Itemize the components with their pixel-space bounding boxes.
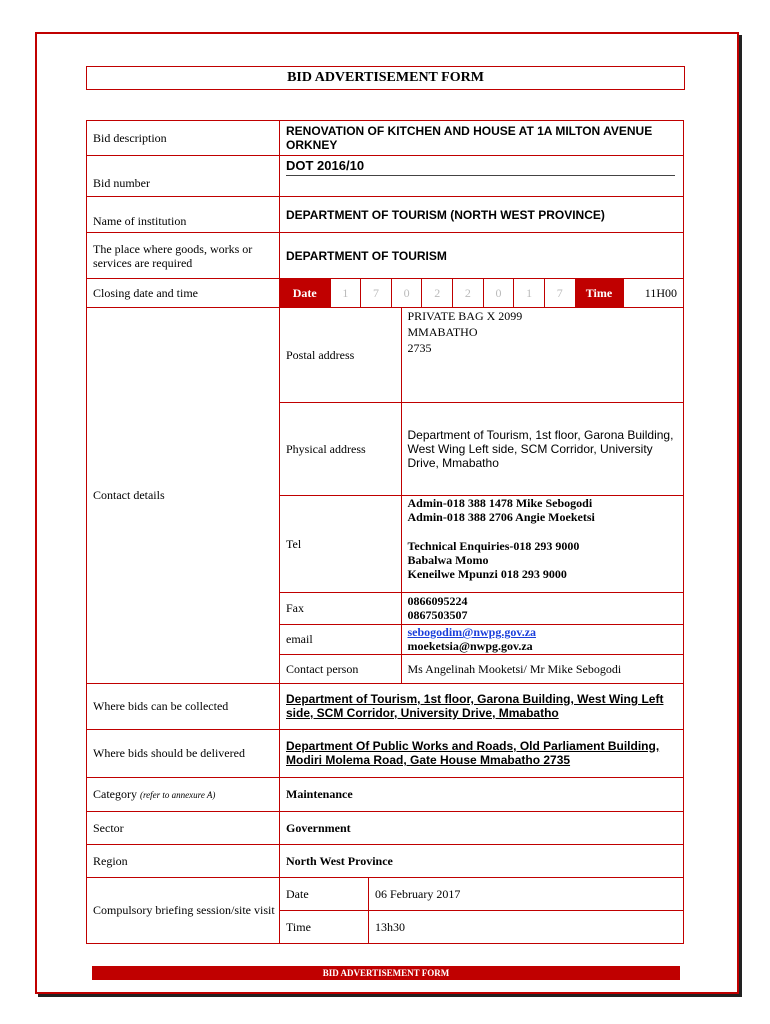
region-value: North West Province bbox=[280, 844, 684, 877]
postal-line: PRIVATE BAG X 2099 bbox=[407, 309, 523, 323]
institution-value: DEPARTMENT OF TOURISM (NORTH WEST PROVINCE) bbox=[280, 197, 684, 233]
row-category bbox=[87, 777, 684, 811]
contact-details-label: Contact details bbox=[87, 308, 280, 684]
date-digit: 0 bbox=[483, 279, 514, 307]
tel-line: Technical Enquiries-018 293 9000 bbox=[407, 538, 580, 553]
closing-time-label: Time bbox=[575, 279, 623, 307]
bid-number-label: Bid number bbox=[87, 156, 280, 197]
postal-line: 2735 bbox=[407, 341, 432, 355]
row-briefing bbox=[87, 877, 684, 943]
fax-line: 0866095224 bbox=[407, 594, 468, 608]
email-2: moeketsia@nwpg.gov.za bbox=[407, 639, 533, 653]
row-closing bbox=[87, 279, 684, 308]
tel-line: Keneilwe Mpunzi 018 293 9000 bbox=[407, 566, 567, 581]
date-digit: 7 bbox=[361, 279, 392, 307]
place-label: The place where goods, works or services are required bbox=[87, 233, 280, 279]
contact-subtable bbox=[280, 308, 683, 683]
sector-label: Sector bbox=[87, 811, 280, 844]
closing-time-value: 11H00 bbox=[644, 286, 677, 300]
postal-label: Postal address bbox=[280, 308, 401, 402]
tel-label: Tel bbox=[280, 495, 401, 592]
briefing-subtable bbox=[280, 878, 683, 943]
row-bid-number bbox=[87, 156, 684, 197]
category-label: Category bbox=[93, 786, 137, 801]
row-collect bbox=[87, 683, 684, 729]
briefing-date-label: Date bbox=[280, 878, 369, 911]
bid-number-value: DOT 2016/10 bbox=[286, 159, 675, 176]
row-institution bbox=[87, 197, 684, 233]
category-note: (refer to annexure A) bbox=[140, 789, 216, 800]
tel-line: Admin-018 388 1478 Mike Sebogodi bbox=[407, 495, 593, 510]
contact-person-value: Ms Angelinah Mooketsi/ Mr Mike Sebogodi bbox=[401, 654, 683, 683]
institution-label: Name of institution bbox=[87, 197, 280, 233]
row-sector bbox=[87, 811, 684, 844]
region-label: Region bbox=[87, 844, 280, 877]
tel-line: Babalwa Momo bbox=[407, 552, 489, 567]
collect-value: Department of Tourism, 1st floor, Garona Building, West Wing Left side, SCM Corridor, University Drive, Mmabatho bbox=[280, 683, 684, 729]
fax-line: 0867503507 bbox=[407, 608, 468, 622]
date-digit: 0 bbox=[391, 279, 422, 307]
date-digit: 1 bbox=[330, 279, 361, 307]
row-contact bbox=[87, 308, 684, 684]
bid-description-value: RENOVATION OF KITCHEN AND HOUSE AT 1A MILTON AVENUE ORKNEY bbox=[280, 121, 684, 156]
briefing-time-label: Time bbox=[280, 910, 369, 943]
deliver-label: Where bids should be delivered bbox=[87, 729, 280, 777]
contact-person-label: Contact person bbox=[280, 654, 401, 683]
date-digit: 1 bbox=[514, 279, 545, 307]
physical-value: Department of Tourism, 1st floor, Garona Building, West Wing Left side, SCM Corridor, University Drive, Mmabatho bbox=[401, 402, 683, 495]
briefing-time-value: 13h30 bbox=[375, 919, 405, 934]
email-link-1[interactable]: sebogodim@nwpg.gov.za bbox=[407, 625, 537, 639]
row-region bbox=[87, 844, 684, 877]
row-deliver bbox=[87, 729, 684, 777]
tel-line bbox=[408, 524, 684, 539]
collect-label: Where bids can be collected bbox=[87, 683, 280, 729]
briefing-label: Compulsory briefing session/site visit bbox=[87, 877, 280, 943]
briefing-date-value: 06 February 2017 bbox=[369, 878, 684, 911]
bid-form-table bbox=[86, 120, 684, 944]
postal-line: MMABATHO bbox=[407, 325, 478, 339]
email-label: email bbox=[280, 624, 401, 654]
date-digit: 7 bbox=[544, 279, 575, 307]
tel-line: Admin-018 388 2706 Angie Moeketsi bbox=[407, 509, 595, 524]
sector-value: Government bbox=[280, 811, 684, 844]
category-value: Maintenance bbox=[280, 777, 684, 811]
fax-label: Fax bbox=[280, 592, 401, 624]
row-place bbox=[87, 233, 684, 279]
closing-label: Closing date and time bbox=[87, 279, 280, 308]
bid-description-label: Bid description bbox=[87, 121, 280, 156]
date-digit: 2 bbox=[422, 279, 453, 307]
form-title: BID ADVERTISEMENT FORM bbox=[86, 66, 685, 90]
physical-label: Physical address bbox=[280, 402, 401, 495]
closing-grid bbox=[280, 279, 683, 307]
date-digit: 2 bbox=[453, 279, 484, 307]
footer-title: BID ADVERTISEMENT FORM bbox=[92, 966, 680, 980]
deliver-value: Department Of Public Works and Roads, Old Parliament Building, Modiri Molema Road, Gate House Mmabatho 2735 bbox=[280, 729, 684, 777]
place-value: DEPARTMENT OF TOURISM bbox=[280, 233, 684, 279]
row-bid-description bbox=[87, 121, 684, 156]
closing-date-label: Date bbox=[280, 279, 330, 307]
